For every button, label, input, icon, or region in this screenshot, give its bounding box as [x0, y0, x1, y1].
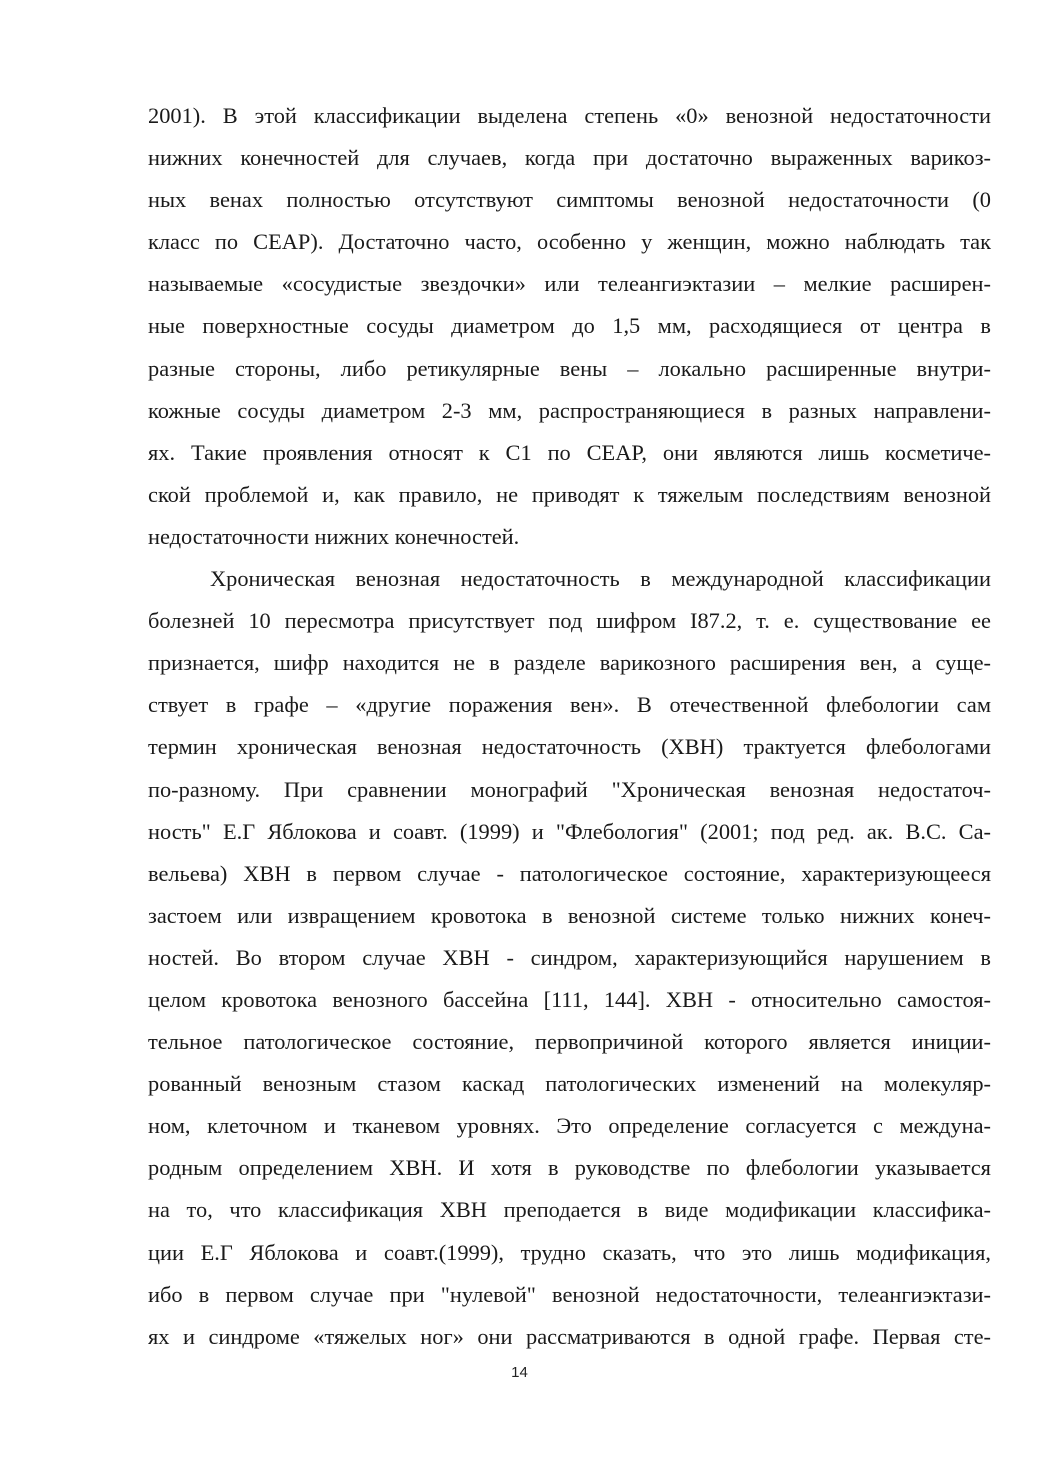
text-line: признается, шифр находится не в разделе варикозного расширения вен, а суще- — [148, 650, 991, 676]
text-line: тельное патологическое состояние, первопричиной которого является иниции- — [148, 1029, 991, 1055]
text-line: класс по CEAP). Достаточно часто, особенно у женщин, можно наблюдать так — [148, 229, 991, 255]
text-line: болезней 10 пересмотра присутствует под шифром I87.2, т. е. существование ее — [148, 608, 991, 634]
text-line: вельева) ХВН в первом случае - патологическое состояние, характеризующееся — [148, 860, 991, 886]
paragraph-1 — [148, 95, 991, 558]
text-line: ибо в первом случае при "нулевой" венозной недостаточности, телеангиэктази- — [148, 1281, 991, 1307]
text-line: ях и синдроме «тяжелых ног» они рассматриваются в одной графе. Первая сте- — [148, 1323, 991, 1349]
text-line: по-разному. При сравнении монографий "Хроническая венозная недостаточ- — [148, 776, 991, 802]
text-line: 2001). В этой классификации выделена степень «0» венозной недостаточности — [148, 103, 991, 128]
text-line: рованный венозным стазом каскад патологических изменений на молекуляр- — [148, 1071, 991, 1097]
page-number: 14 — [511, 1364, 528, 1381]
document-body — [148, 95, 991, 1358]
text-line: ции Е.Г Яблокова и соавт.(1999), трудно сказать, что это лишь модификация, — [148, 1239, 991, 1265]
text-line: называемые «сосудистые звездочки» или телеангиэктазии – мелкие расширен- — [148, 271, 991, 297]
text-line: ской проблемой и, как правило, не приводят к тяжелым последствиям венозной — [148, 481, 991, 507]
text-line: целом кровотока венозного бассейна [111, 144]. ХВН - относительно самостоя- — [148, 986, 991, 1012]
text-line: ных венах полностью отсутствуют симптомы венозной недостаточности (0 — [148, 187, 991, 213]
text-line: ствует в графе – «другие поражения вен». В отечественной флебологии сам — [148, 692, 991, 718]
text-line: кожные сосуды диаметром 2-3 мм, распространяющиеся в разных направлени- — [148, 397, 991, 423]
text-line: ном, клеточном и тканевом уровнях. Это определение согласуется с междуна- — [148, 1113, 991, 1139]
text-line: ностей. Во втором случае ХВН - синдром, характеризующийся нарушением в — [148, 944, 991, 970]
text-line: нижних конечностей для случаев, когда при достаточно выраженных варикоз- — [148, 145, 991, 171]
text-line: разные стороны, либо ретикулярные вены – локально расширенные внутри- — [148, 355, 991, 381]
text-line: Хроническая венозная недостаточность в международной классификации — [210, 566, 991, 592]
paragraph-2 — [148, 558, 991, 1358]
text-line: ные поверхностные сосуды диаметром до 1,5 мм, расходящиеся от центра в — [148, 313, 991, 339]
text-line: ность" Е.Г Яблокова и соавт. (1999) и "Флебология" (2001; под ред. ак. В.С. Са- — [148, 818, 991, 844]
text-line: застоем или извращением кровотока в венозной системе только нижних конеч- — [148, 902, 991, 928]
text-line: родным определением ХВН. И хотя в руководстве по флебологии указывается — [148, 1155, 991, 1181]
text-line: недостаточности нижних конечностей. — [148, 523, 520, 549]
text-line: на то, что классификация ХВН преподается в виде модификации классифика- — [148, 1197, 991, 1223]
text-line: ях. Такие проявления относят к С1 по CEAP, они являются лишь косметиче- — [148, 439, 991, 465]
text-line: термин хроническая венозная недостаточность (ХВН) трактуется флебологами — [148, 734, 991, 760]
